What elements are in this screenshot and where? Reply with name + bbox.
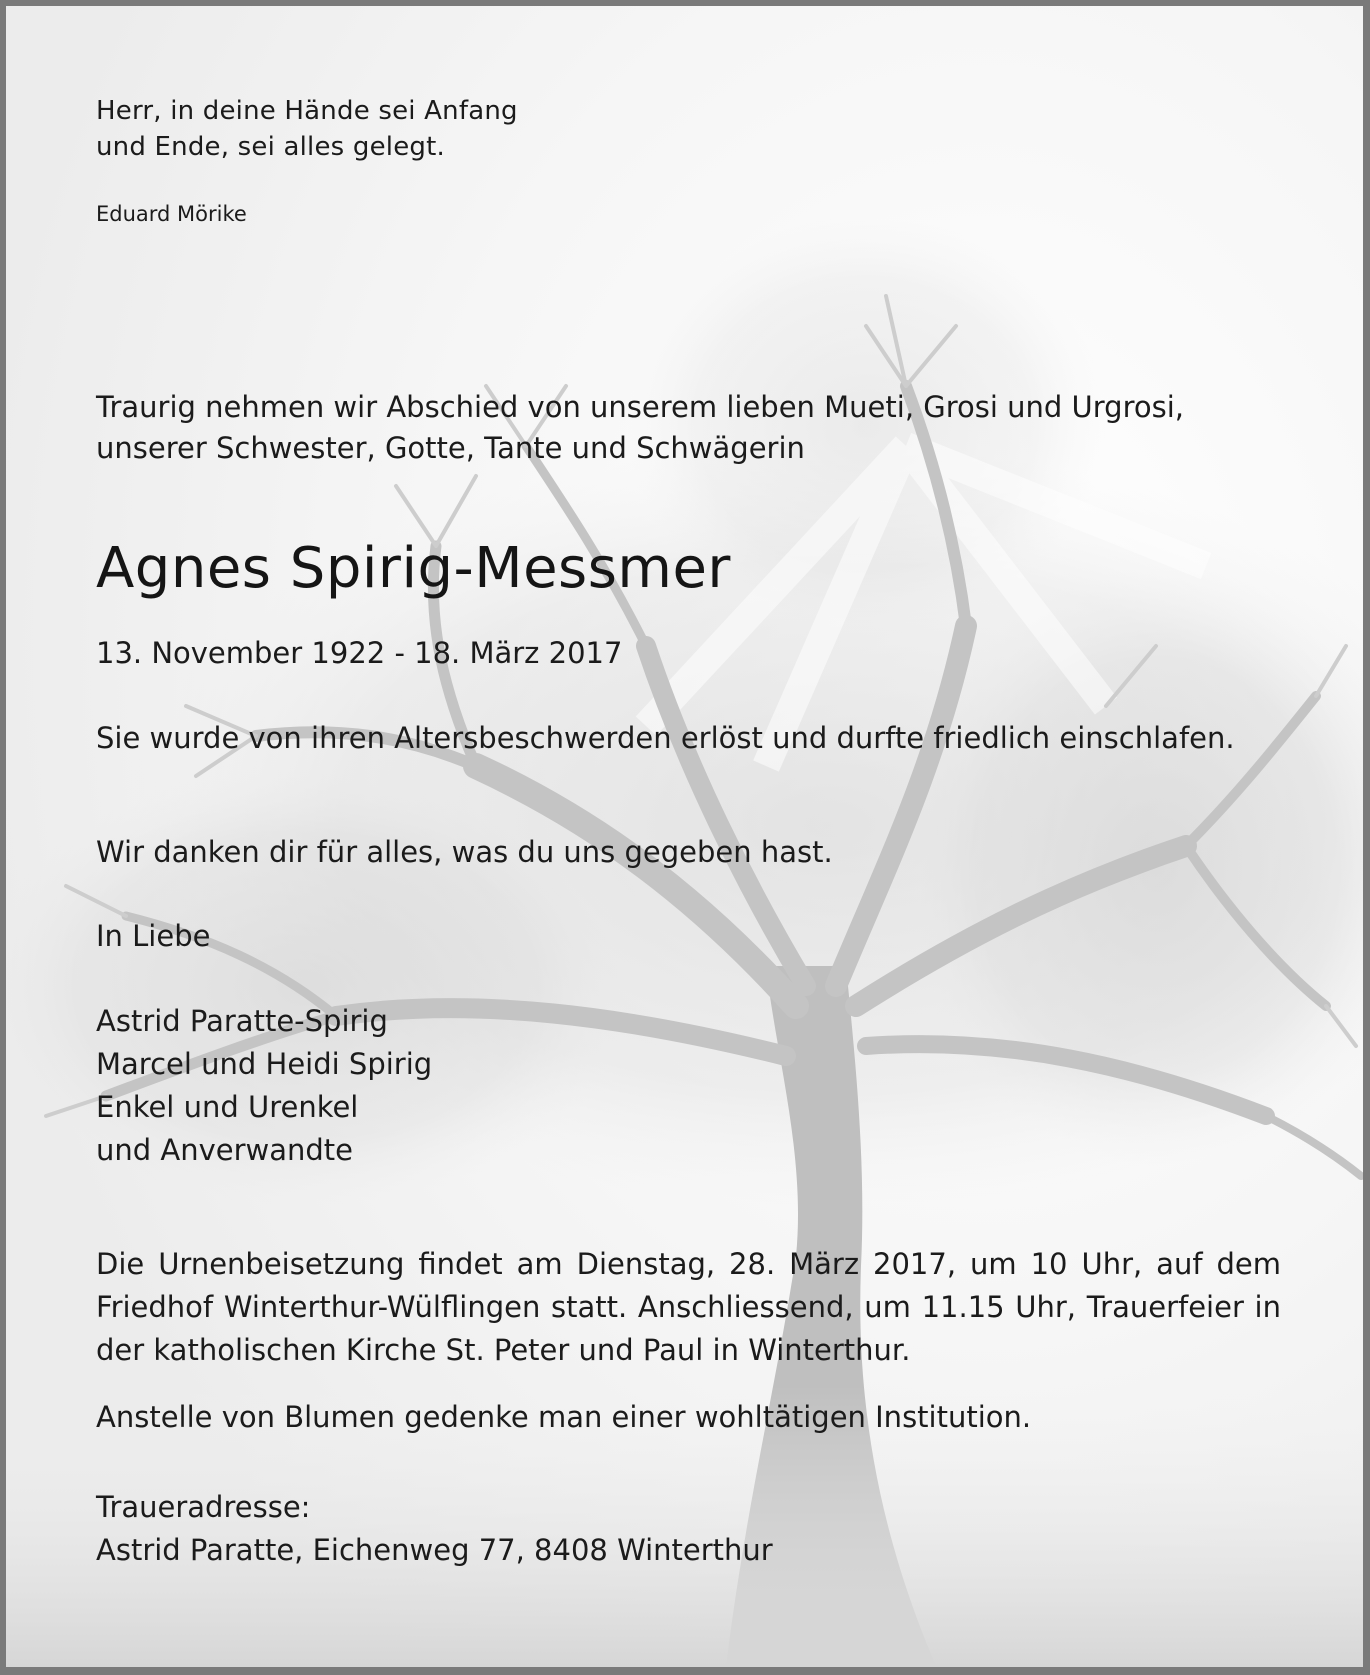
thanks-line: Wir danken dir für alles, was du uns gegeben hast. — [96, 835, 833, 869]
ceremony-line-3: der katholischen Kirche St. Peter und Paul in Winterthur. — [96, 1333, 911, 1367]
notice-text-block — [6, 6, 1363, 1667]
motto-line-2: und Ende, sei alles gelegt. — [96, 132, 445, 162]
flowers-note: Anstelle von Blumen gedenke man einer wohltätigen Institution. — [96, 1400, 1032, 1434]
address-label: Traueradresse: — [96, 1490, 311, 1524]
ceremony-line-1: Die Urnenbeisetzung findet am Dienstag, 28. März 2017, um 10 Uhr, auf dem — [96, 1247, 1281, 1281]
motto-line-1: Herr, in deine Hände sei Anfang — [96, 96, 518, 126]
life-dates: 13. November 1922 - 18. März 2017 — [96, 636, 623, 670]
in-love-line: In Liebe — [96, 919, 211, 953]
intro-line-1: Traurig nehmen wir Abschied von unserem lieben Mueti, Grosi und Urgrosi, — [96, 390, 1184, 424]
intro-line-2: unserer Schwester, Gotte, Tante und Schwägerin — [96, 431, 805, 465]
motto-author: Eduard Mörike — [96, 202, 247, 226]
mourner-name: Astrid Paratte-Spirig — [96, 1004, 388, 1038]
mourner-name: Enkel und Urenkel — [96, 1090, 359, 1124]
mourner-name: Marcel und Heidi Spirig — [96, 1047, 433, 1081]
address-value: Astrid Paratte, Eichenweg 77, 8408 Winterthur — [96, 1533, 773, 1567]
ceremony-line-2: Friedhof Winterthur-Wülflingen statt. Anschliessend, um 11.15 Uhr, Trauerfeier in — [96, 1290, 1281, 1324]
passing-message: Sie wurde von ihren Altersbeschwerden erlöst und durfte friedlich einschlafen. — [96, 721, 1235, 755]
mourner-name: und Anverwandte — [96, 1133, 354, 1167]
deceased-name: Agnes Spirig-Messmer — [96, 536, 731, 601]
